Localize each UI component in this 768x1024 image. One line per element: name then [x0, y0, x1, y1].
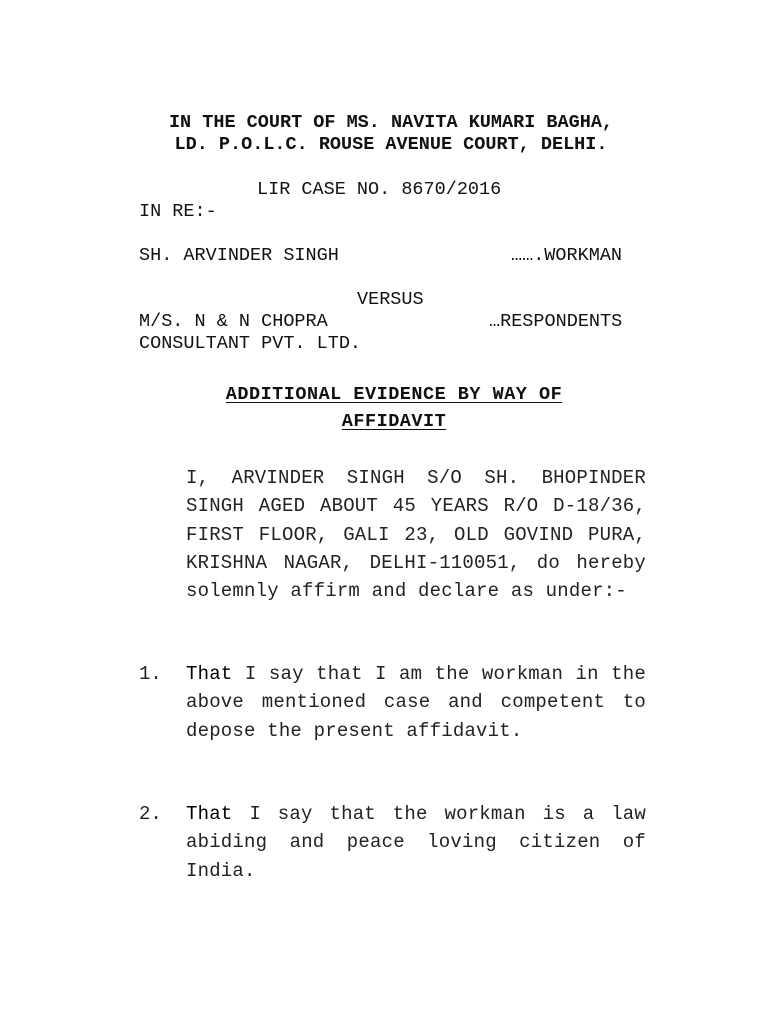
document-heading-line-2	[0, 408, 768, 435]
document-heading-line-1	[0, 381, 768, 408]
respondent-name-line-2: CONSULTANT PVT. LTD.	[139, 333, 362, 354]
point-paragraph-1	[186, 660, 646, 745]
point-text: I say that the workman is a law abiding and peace loving citizen of India.	[186, 803, 646, 882]
workman-role: …….WORKMAN	[511, 245, 623, 266]
intro-paragraph: I, ARVINDER SINGH S/O SH. BHOPINDER SINGH AGED ABOUT 45 YEARS R/O D-18/36, FIRST FLOOR, GALI 23, OLD GOVIND PURA, KRISHNA NAGAR, DELHI-110051, do hereby solemnly affirm and declare as under:-	[186, 467, 646, 603]
heading-text-2: AFFIDAVIT	[341, 411, 447, 432]
workman-name: SH. ARVINDER SINGH	[139, 245, 339, 266]
court-title-line-1: IN THE COURT OF MS. NAVITA KUMARI BAGHA,	[168, 112, 614, 133]
point-paragraph-2	[186, 800, 646, 885]
respondent-name-line-1: M/S. N & N CHOPRA	[139, 311, 328, 332]
case-number: LIR CASE NO. 8670/2016	[257, 179, 502, 200]
point-lead-word: That	[186, 803, 233, 825]
court-title-line-2: LD. P.O.L.C. ROUSE AVENUE COURT, DELHI.	[174, 134, 608, 155]
respondent-role: …RESPONDENTS	[489, 311, 623, 332]
point-number: 1.	[139, 663, 162, 685]
heading-text-1: ADDITIONAL EVIDENCE BY WAY OF	[225, 384, 563, 405]
in-re-label: IN RE:-	[139, 201, 217, 222]
point-number: 2.	[139, 803, 162, 825]
point-text: I say that I am the workman in the above mentioned case and competent to depose the present affidavit.	[186, 663, 646, 742]
versus-label: VERSUS	[357, 289, 424, 310]
point-lead-word: That	[186, 663, 233, 685]
